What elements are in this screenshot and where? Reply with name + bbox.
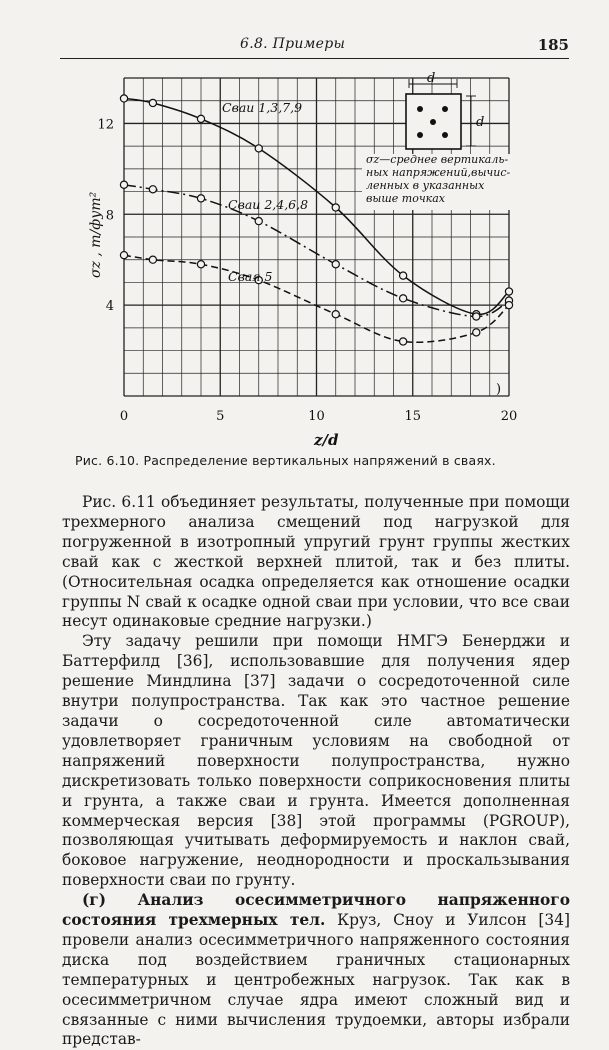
data-point bbox=[197, 195, 204, 202]
x-tick-label: 15 bbox=[404, 409, 422, 424]
body-text bbox=[62, 493, 570, 1050]
page-header bbox=[60, 36, 569, 58]
annotation-line: σz—среднее вертикаль- bbox=[366, 153, 509, 166]
paragraph-1: Рис. 6.11 объединяет результаты, полученные при помощи трехмерного анализа смещений под нагрузкой для погруженной в изотропный упругий грунт группы жестких свай как с жесткой верхней плитой, так и без плиты. (Относительная осадка определяется как отношение осадки группы N свай к осадке одной сваи при условии, что все сваи несут одинаковые средние нагрузки.) bbox=[62, 493, 570, 631]
section-title: 6.8. Примеры bbox=[240, 36, 346, 52]
data-point bbox=[332, 204, 339, 211]
data-point bbox=[332, 311, 339, 318]
data-point bbox=[197, 261, 204, 268]
inset-pile-5 bbox=[442, 132, 448, 138]
inset-pile-3 bbox=[430, 119, 436, 125]
data-point bbox=[120, 95, 127, 102]
subsection-heading: (г) Анализ осесимметричного напряженного состояния трехмерных тел. bbox=[62, 891, 570, 930]
data-point bbox=[149, 256, 156, 263]
data-point bbox=[505, 302, 512, 309]
inset-width-label: d bbox=[427, 71, 436, 86]
chart-annotation bbox=[362, 153, 512, 210]
data-point bbox=[120, 252, 127, 259]
data-point bbox=[197, 115, 204, 122]
data-point bbox=[149, 99, 156, 106]
inset-height-label: d bbox=[476, 115, 485, 130]
x-tick-label: 5 bbox=[216, 409, 225, 424]
annotation-line: выше точках bbox=[366, 192, 446, 205]
data-point bbox=[255, 145, 262, 152]
stray-mark: ) bbox=[496, 382, 502, 397]
x-axis-label: z/d bbox=[314, 431, 339, 449]
data-point bbox=[505, 288, 512, 295]
annotation-line: ленных в указанных bbox=[366, 179, 485, 192]
inset-pile-1 bbox=[417, 106, 423, 112]
data-point bbox=[473, 329, 480, 336]
data-point bbox=[400, 272, 407, 279]
data-point bbox=[400, 295, 407, 302]
data-point bbox=[473, 313, 480, 320]
x-tick-label: 20 bbox=[500, 409, 518, 424]
series-label-2: Сваи 2,4,6,8 bbox=[228, 197, 309, 212]
inset-pile-4 bbox=[417, 132, 423, 138]
paragraph-3 bbox=[62, 891, 570, 1050]
data-point bbox=[149, 186, 156, 193]
inset-pile-2 bbox=[442, 106, 448, 112]
data-point bbox=[400, 338, 407, 345]
pile-group-inset bbox=[406, 71, 484, 149]
figure-caption: Рис. 6.10. Распределение вертикальных напряжений в сваях. bbox=[75, 453, 496, 468]
series-label-1: Сваи 1,3,7,9 bbox=[222, 100, 303, 115]
x-tick-label: 0 bbox=[119, 409, 129, 424]
y-tick-label: 12 bbox=[97, 117, 114, 133]
annotation-line: ных напряжений,вычис- bbox=[366, 166, 511, 179]
data-point bbox=[255, 218, 262, 225]
header-rule bbox=[60, 58, 569, 59]
y-tick-label: 8 bbox=[105, 208, 114, 224]
figure-6-10-chart bbox=[60, 60, 540, 452]
series-label-3: Свая 5 bbox=[228, 269, 273, 284]
data-point bbox=[332, 261, 339, 268]
paragraph-2: Эту задачу решили при помощи НМГЭ Бенерджи и Баттерфилд [36], использовавшие для получения ядер решение Миндлина [37] задачи о сосредоточенной силе внутри полупространства. Так как это частное решение задачи о сосредоточенной силе автоматически удовлетворяет граничным условиям на свободной от напряжений поверхности полупространства, нужно дискретизовать только поверхности соприкосновения плиты и грунта, а также сваи и грунта. Имеется дополненная коммерческая версия [38] этой программы (PGROUP), позволяющая учитывать деформируемость и наклон свай, боковое нагружение, неоднородности и проскальзывания поверхности сваи по грунту. bbox=[62, 632, 570, 890]
data-point bbox=[120, 181, 127, 188]
page-number: 185 bbox=[537, 36, 569, 54]
y-tick-label: 4 bbox=[105, 299, 114, 315]
paragraph-3-text: Круз, Сноу и Уилсон [34] провели анализ осесимметричного напряженного состояния диска под воздействием граничных стационарных температурных и центробежных нагрузок. Так как в осесимметричном случае ядра имеют сложный вид и связанные с ними вычисления трудоемки, авторы избрали представ- bbox=[62, 911, 571, 1049]
x-tick-label: 10 bbox=[308, 409, 325, 424]
y-axis-label: σz , т/фут² bbox=[88, 191, 104, 278]
